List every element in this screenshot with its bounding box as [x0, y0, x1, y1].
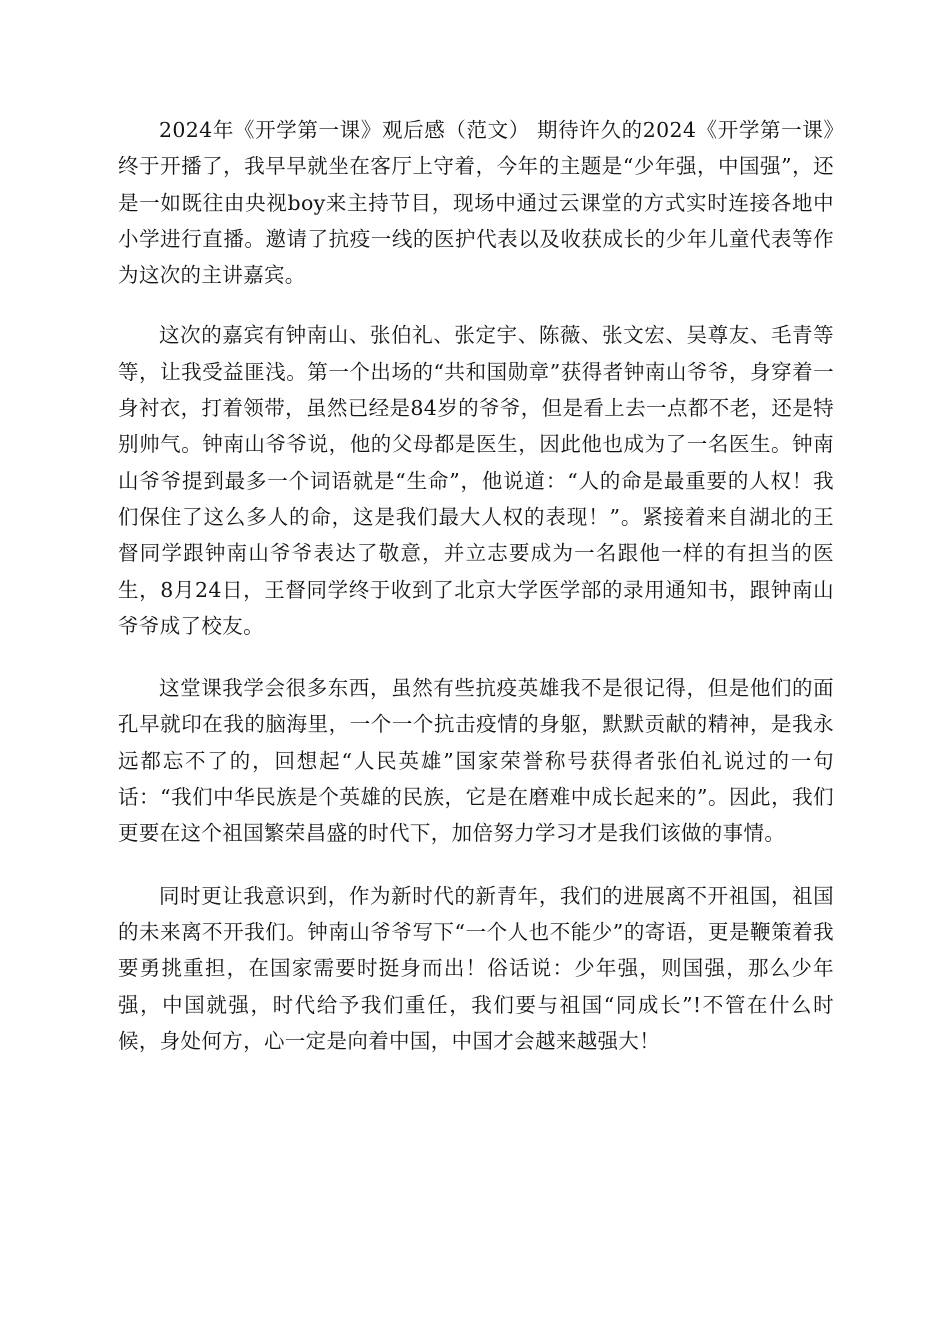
paragraph-guests: 这次的嘉宾有钟南山、张伯礼、张定宇、陈薇、张文宏、吴尊友、毛青等等，让我受益匪浅。第一个出场的“共和国勋章”获得者钟南山爷爷，身穿着一身衬衣，打着领带，虽然已经是84岁的爷爷，但是看上去一点都不老，还是特别帅气。钟南山爷爷说，他的父母都是医生，因此他也成为了一名医生。钟南山爷爷提到最多一个词语就是“生命”，他说道：“人的命是最重要的人权！我们保住了这么多人的命，这是我们最大人权的表现！”。紧接着来自湖北的王督同学跟钟南山爷爷表达了敬意，并立志要成为一名跟他一样的有担当的医生，8月24日，王督同学终于收到了北京大学医学部的录用通知书，跟钟南山爷爷成了校友。	[118, 323, 834, 638]
paragraph-intro: 2024年《开学第一课》观后感（范文） 期待许久的2024《开学第一课》终于开播了，我早早就坐在客厅上守着，今年的主题是“少年强，中国强”，还是一如既往由央视boy来主持节目，现场中通过云课堂的方式实时连接各地中小学进行直播。邀请了抗疫一线的医护代表以及收获成长的少年儿童代表等作为这次的主讲嘉宾。	[118, 118, 834, 288]
document-body	[118, 112, 834, 1059]
paragraph-lessons: 这堂课我学会很多东西，虽然有些抗疫英雄我不是很记得，但是他们的面孔早就印在我的脑海里，一个一个抗击疫情的身躯，默默贡献的精神，是我永远都忘不了的，回想起“人民英雄”国家荣誉称号获得者张伯礼说过的一句话：“我们中华民族是个英雄的民族，它是在磨难中成长起来的”。因此，我们更要在这个祖国繁荣昌盛的时代下，加倍努力学习才是我们该做的事情。	[118, 676, 834, 846]
paragraph-conclusion: 同时更让我意识到，作为新时代的新青年，我们的进展离不开祖国，祖国的未来离不开我们。钟南山爷爷写下“一个人也不能少”的寄语，更是鞭策着我要勇挑重担，在国家需要时挺身而出！俗话说：少年强，则国强，那么少年强，中国就强，时代给予我们重任，我们要与祖国“同成长”!不管在什么时候，身处何方，心一定是向着中国，中国才会越来越强大！	[118, 883, 834, 1053]
